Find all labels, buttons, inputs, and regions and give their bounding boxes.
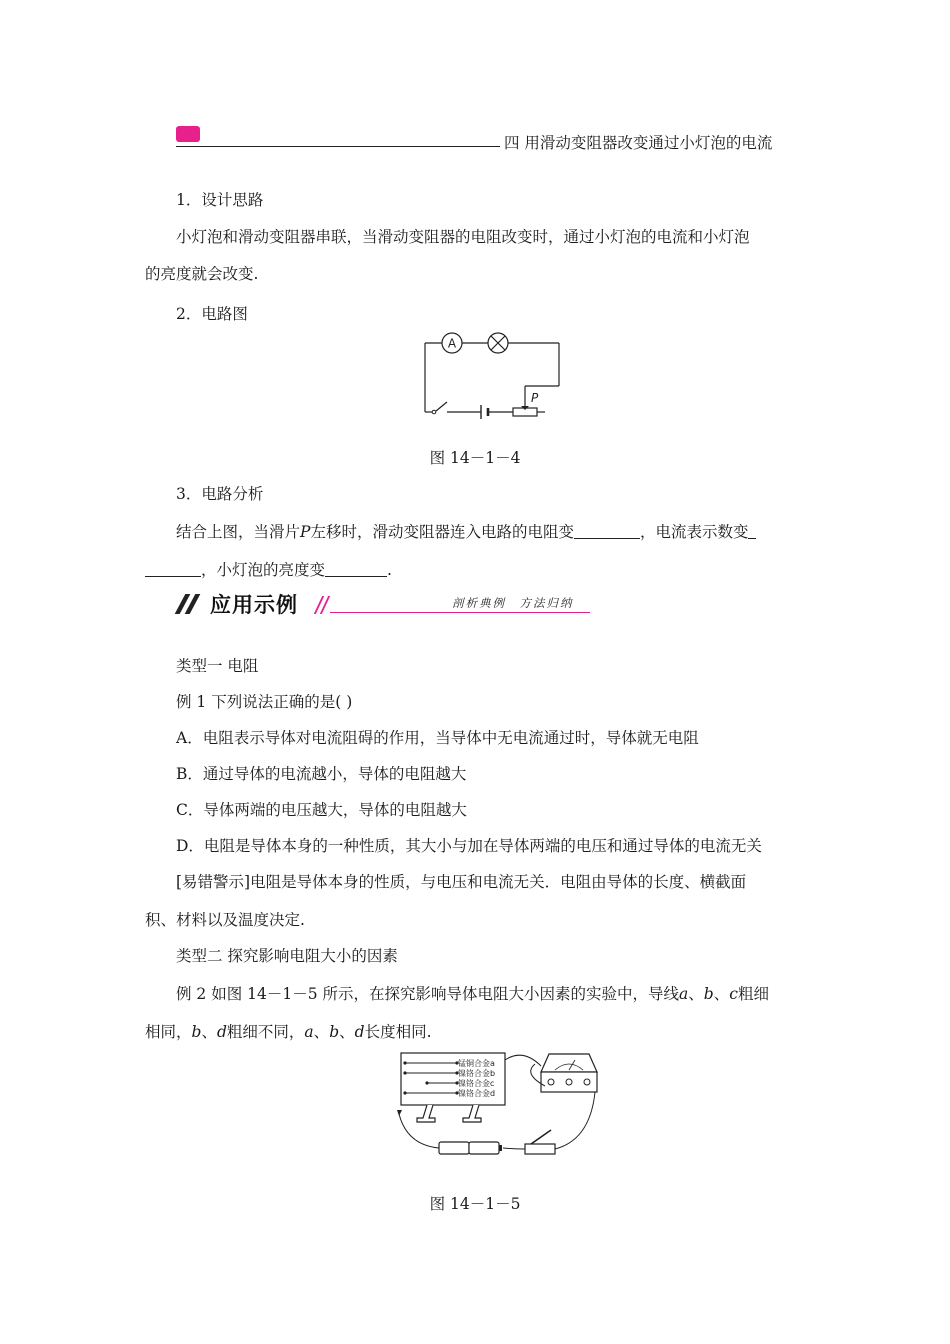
experiment-ammeter xyxy=(541,1054,597,1092)
s2-heading: 2．电路图 xyxy=(176,305,248,323)
figure-caption-2: 图 14－1－5 xyxy=(429,1195,521,1213)
s3-heading: 3．电路分析 xyxy=(176,485,264,503)
figure-caption-1: 图 14－1－4 xyxy=(429,449,521,467)
wire-label-c: 镍铬合金c xyxy=(458,1079,495,1088)
ex2-q-a: 例 2 如图 14－1－5 所示，在探究影响导体电阻大小因素的实验中，导线 xyxy=(176,985,680,1003)
var-b: b xyxy=(703,985,714,1003)
s3-line1-b: 左移时，滑动变阻器连入电路的电阻变 xyxy=(310,523,574,541)
example1-question: 例 1 下列说法正确的是( ) xyxy=(176,693,353,711)
s3-line-2 xyxy=(145,558,392,580)
battery-symbol xyxy=(481,405,488,419)
s3-line2-a: ，小灯泡的亮度变 xyxy=(201,561,326,579)
example2-line-2 xyxy=(145,1020,432,1042)
experiment-figure xyxy=(395,1050,610,1165)
var-d-2: d xyxy=(354,1023,365,1041)
answer-blank-3[interactable] xyxy=(325,561,387,578)
ex2-q2-b: 粗细不同， xyxy=(226,1023,305,1041)
experiment-switch xyxy=(525,1130,555,1154)
wire-label-d: 镍铬合金d xyxy=(458,1089,496,1098)
switch-symbol xyxy=(432,402,447,414)
s3-line-1 xyxy=(176,520,756,542)
section-title: 应用示例 xyxy=(210,593,298,617)
slider-label: P xyxy=(531,391,539,405)
circuit-diagram xyxy=(415,330,575,425)
ex2-q2-a: 相同， xyxy=(145,1023,192,1041)
answer-blank-2a[interactable] xyxy=(748,523,756,540)
s3-line2-b: . xyxy=(387,561,392,579)
option-d: D．电阻是导体本身的一种性质，其大小与加在导体两端的电压和通过导体的电流无关 xyxy=(176,837,762,855)
ex2-q2-sep3: 、 xyxy=(339,1023,355,1041)
s3-line1-c: ，电流表示数变 xyxy=(639,523,749,541)
ex2-sep-2: 、 xyxy=(713,985,730,1003)
type1-heading: 类型一 电阻 xyxy=(176,657,259,675)
s1-text-2: 的亮度就会改变. xyxy=(145,265,259,283)
s1-text-1: 小灯泡和滑动变阻器串联，当滑动变阻器的电阻改变时，通过小灯泡的电流和小灯泡 xyxy=(176,228,750,246)
s3-line1-a: 结合上图，当滑片 xyxy=(176,523,301,541)
option-c: C．导体两端的电压越大，导体的电阻越大 xyxy=(176,801,467,819)
tip-line-1: [易错警示]电阻是导体本身的性质，与电压和电流无关．电阻由导体的长度、横截面 xyxy=(176,873,747,891)
example2-line-1 xyxy=(176,982,769,1004)
ex2-q2-sep: 、 xyxy=(201,1023,217,1041)
experiment-battery xyxy=(439,1142,502,1154)
var-d: d xyxy=(216,1023,227,1041)
var-a-2: a xyxy=(304,1023,314,1041)
wire-label-a: 锰铜合金a xyxy=(458,1059,495,1068)
var-b-2: b xyxy=(191,1023,202,1041)
header-rule xyxy=(176,146,500,147)
wire-label-b: 镍铬合金b xyxy=(458,1069,496,1078)
header-title: 四 用滑动变阻器改变通过小灯泡的电流 xyxy=(504,134,773,152)
ex2-q2-c: 长度相同. xyxy=(364,1023,432,1041)
ammeter-label: A xyxy=(447,336,457,351)
option-a: A．电阻表示导体对电流阻碍的作用，当导体中无电流通过时，导体就无电阻 xyxy=(176,729,699,747)
var-b-3: b xyxy=(329,1023,340,1041)
option-b: B．通过导体的电流越小，导体的电阻越大 xyxy=(176,765,467,783)
var-a: a xyxy=(679,985,689,1003)
tip-line-2: 积、材料以及温度决定. xyxy=(145,911,305,929)
s1-heading: 1．设计思路 xyxy=(176,191,264,209)
ex2-q-b: 粗细 xyxy=(737,985,769,1003)
var-c: c xyxy=(729,985,738,1003)
section-subtitle: 剖析典例 方法归纳 xyxy=(452,596,574,610)
ex2-sep-1: 、 xyxy=(688,985,704,1003)
ex2-q2-sep2: 、 xyxy=(313,1023,330,1041)
answer-blank-2b[interactable] xyxy=(145,561,201,578)
header-mark xyxy=(176,126,200,142)
type2-heading: 类型二 探究影响电阻大小的因素 xyxy=(176,947,398,965)
answer-blank-1[interactable] xyxy=(574,523,640,540)
lamp-symbol xyxy=(488,333,508,353)
var-p: P xyxy=(300,523,311,541)
section-rule xyxy=(330,612,590,613)
